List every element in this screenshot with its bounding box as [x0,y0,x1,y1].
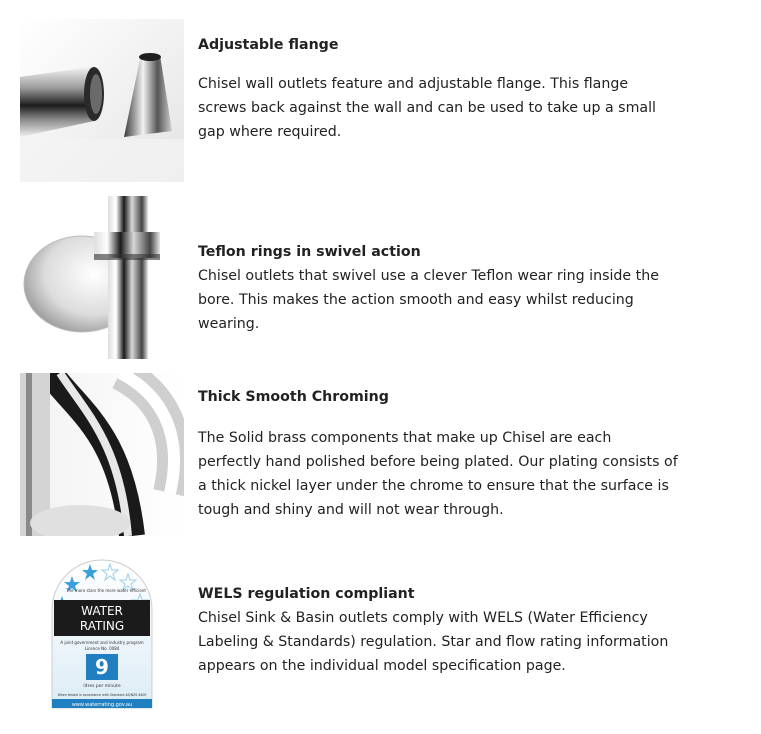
water-rating-label-image [50,550,154,710]
wels-heading-2: RATING [79,619,125,633]
feature-description: Chisel outlets that swivel use a clever Teflon wear ring inside the bore. This makes the action smooth and easy whilst reducing wearing. [198,268,659,332]
wels-program: A joint government and industry program [60,640,144,645]
wels-tagline: The more stars the more water efficient [66,588,146,593]
wels-website: www.waterrating.gov.au [71,702,133,708]
wels-heading-1: WATER [81,604,123,618]
feature-title: WELS regulation compliant [198,586,415,602]
wels-standard: When tested in accordance with Standard AS/NZS 6400 [57,693,147,697]
feature-description: Chisel Sink & Basin outlets comply with WELS (Water Efficiency Labeling & Standards) regulation. Star and flow rating information appears on the individual model specification page. [198,610,669,674]
feature-title: Thick Smooth Chroming [198,389,389,405]
chrome-swivel-outlet-image [20,196,184,359]
chrome-curved-spout-image [20,373,184,536]
feature-title: Adjustable flange [198,37,339,53]
feature-description: The Solid brass components that make up Chisel are each perfectly hand polished before being plated. Our plating consists of a thick nickel layer under the chrome to ensure that the surface is tough and shiny and will not wear through. [198,430,678,518]
wels-licence: Licence No. 0084 [84,646,120,651]
wels-flow-unit: litres per minute [83,684,121,689]
feature-title: Teflon rings in swivel action [198,244,421,260]
feature-description: Chisel wall outlets feature and adjustable flange. This flange screws back against the wall and can be used to take up a small gap where required. [198,76,656,140]
wels-flow-value: 9 [95,655,109,679]
chrome-flange-image [20,19,184,182]
